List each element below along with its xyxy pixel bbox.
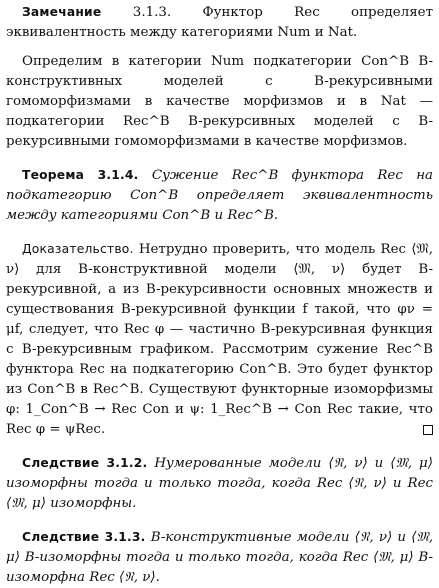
intro-paragraph	[6, 52, 433, 152]
corollary2-paragraph	[6, 527, 433, 588]
remark-body: 3.1.3. Функтор Rec определяет эквивалентность между категориями Num и Nat.	[6, 5, 433, 40]
remark-lead: Замечание	[22, 5, 102, 19]
qed-square-icon	[423, 425, 433, 435]
theorem-body: Сужение Rec^B функтора Rec на подкатегорию Con^B определяет эквивалентность между категориями Con^B и Rec^B.	[6, 168, 433, 223]
corollary1-paragraph	[6, 453, 433, 514]
proof-lead: Доказательство.	[22, 242, 134, 256]
corollary2-body: B-конструктивные модели ⟨𝔑, ν⟩ и ⟨𝔐, μ⟩ B-изоморфны тогда и только тогда, когда Rec ⟨𝔐, μ⟩ B-изоморфна Rec ⟨𝔑, ν⟩.	[6, 530, 433, 585]
theorem-paragraph	[6, 165, 433, 226]
corollary2-lead: Следствие 3.1.3.	[22, 530, 146, 544]
theorem-lead: Теорема 3.1.4.	[22, 168, 139, 182]
proof-paragraph	[6, 239, 433, 440]
intro-body: Определим в категории Num подкатегории Con^B B-конструктивных моделей с B-рекурсивными гомоморфизмами в качестве морфизмов и в Nat — подкатегории Rec^B B-рекурсивных моделей с B-рекурсивными гомоморфизмами в качестве морфизмов.	[6, 54, 433, 149]
corollary1-body: Нумерованные модели ⟨𝔑, ν⟩ и ⟨𝔐, μ⟩ изоморфны тогда и только тогда, когда Rec ⟨𝔑, ν⟩ и Rec ⟨𝔐, μ⟩ изоморфны.	[6, 456, 433, 511]
remark-paragraph	[6, 2, 433, 43]
document-page	[6, 2, 433, 588]
proof-body: Нетрудно проверить, что модель Rec ⟨𝔐, ν⟩ для B-конструктивной модели ⟨𝔐, ν⟩ будет B-рекурсивной, а из B-рекурсивности основных множеств и существования B-рекурсивной функции f такой, что φν = μf, следует, что Rec φ — частично B-рекурсивная функция с B-рекурсивным графиком. Рассмотрим сужение Rec^B функтора Rec на подкатегорию Con^B. Это будет функтор из Con^B в Rec^B. Существуют функторные изоморфизмы φ: 1_Con^B → Rec Con и ψ: 1_Rec^B → Con Rec такие, что Rec φ = ψRec.	[6, 242, 433, 437]
corollary1-lead: Следствие 3.1.2.	[22, 456, 148, 470]
